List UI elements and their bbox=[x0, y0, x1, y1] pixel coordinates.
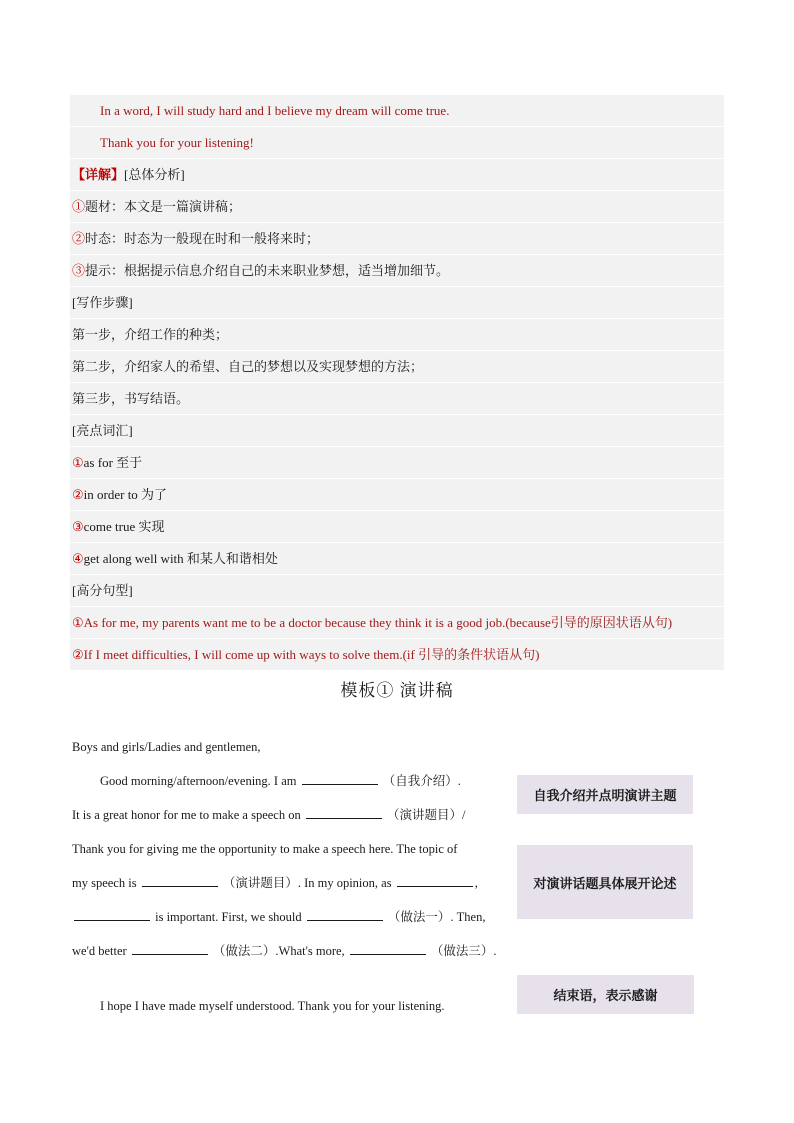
vocab-number: ① bbox=[72, 455, 84, 470]
analysis-item bbox=[70, 223, 724, 255]
note-intro-box bbox=[517, 775, 693, 814]
analysis-item bbox=[70, 191, 724, 223]
sentence-text: As for me, my parents want me to be a doctor because they think it is a good job.(because引导的原因状语从句) bbox=[83, 615, 673, 630]
template-closing: I hope I have made myself understood. Thank you for your listening. bbox=[100, 999, 445, 1013]
sentence-item bbox=[70, 639, 724, 671]
vocab-number: ④ bbox=[72, 551, 84, 566]
vocab-item bbox=[70, 511, 724, 543]
template-text: my speech is bbox=[72, 876, 137, 890]
step-line: 第一步，介绍工作的种类； bbox=[70, 319, 724, 351]
template-text: is important. First, we should bbox=[155, 910, 302, 924]
step-line: 第二步，介绍家人的希望、自己的梦想以及实现梦想的方法； bbox=[70, 351, 724, 383]
note-text: 对演讲话题具体展开论述 bbox=[533, 876, 677, 892]
item-number: ① bbox=[72, 199, 86, 214]
vocab-heading: [亮点词汇] bbox=[70, 415, 724, 447]
template-text: （做法二）.What's more, bbox=[212, 944, 345, 958]
vocab-text: come true 实现 bbox=[83, 519, 165, 534]
item-text: 时态：时态为一般现在时和一般将来时； bbox=[85, 231, 320, 246]
detail-tag: 【详解】 bbox=[72, 167, 125, 182]
vocab-text: as for 至于 bbox=[83, 455, 143, 470]
template-line-1 bbox=[100, 771, 461, 791]
sentence-text: If I meet difficulties, I will come up with ways to solve them.(if 引导的条件状语从句) bbox=[83, 647, 540, 662]
template-text: （做法三）. bbox=[430, 944, 497, 958]
template-line-6 bbox=[72, 941, 497, 961]
note-body-box bbox=[517, 845, 693, 919]
template-line-3: Thank you for giving me the opportunity to make a speech here. The topic of bbox=[72, 842, 458, 856]
vocab-item bbox=[70, 447, 724, 479]
fill-blank bbox=[397, 874, 473, 887]
fill-blank bbox=[302, 772, 378, 785]
note-closing-box bbox=[517, 975, 694, 1014]
vocab-item bbox=[70, 543, 724, 575]
fill-blank bbox=[74, 908, 150, 921]
template-text: It is a great honor for me to make a speech on bbox=[72, 808, 301, 822]
template-text: （自我介绍）. bbox=[382, 774, 461, 788]
template-text: , bbox=[474, 876, 478, 890]
item-text: 题材：本文是一篇演讲稿； bbox=[85, 199, 242, 214]
vocab-item bbox=[70, 479, 724, 511]
template-text: we'd better bbox=[72, 944, 127, 958]
sentence-heading: [高分句型] bbox=[70, 575, 724, 607]
step-line: 第三步，书写结语。 bbox=[70, 383, 724, 415]
template-line-2 bbox=[72, 805, 465, 825]
overall-analysis-label: [总体分析] bbox=[124, 167, 185, 182]
closing-line-1: In a word, I will study hard and I believe my dream will come true. bbox=[70, 95, 724, 127]
steps-heading: [写作步骤] bbox=[70, 287, 724, 319]
item-text: 提示：根据提示信息介绍自己的未来职业梦想，适当增加细节。 bbox=[85, 263, 450, 278]
fill-blank bbox=[307, 908, 383, 921]
item-number: ③ bbox=[72, 263, 86, 278]
template-line-5 bbox=[72, 907, 485, 927]
fill-blank bbox=[142, 874, 218, 887]
detail-heading bbox=[70, 159, 724, 191]
closing-line-2: Thank you for your listening! bbox=[70, 127, 724, 159]
vocab-number: ② bbox=[72, 487, 84, 502]
fill-blank bbox=[306, 806, 382, 819]
template-greeting: Boys and girls/Ladies and gentlemen, bbox=[72, 740, 261, 754]
item-number: ② bbox=[72, 231, 86, 246]
sentence-item bbox=[70, 607, 724, 639]
analysis-item bbox=[70, 255, 724, 287]
fill-blank bbox=[132, 942, 208, 955]
analysis-block bbox=[70, 95, 724, 671]
vocab-text: in order to 为了 bbox=[83, 487, 168, 502]
template-title: 模板① 演讲稿 bbox=[340, 681, 454, 700]
note-text: 自我介绍并点明演讲主题 bbox=[533, 789, 677, 804]
template-line-4 bbox=[72, 873, 478, 893]
vocab-text: get along well with 和某人和谐相处 bbox=[83, 551, 278, 566]
vocab-number: ③ bbox=[72, 519, 84, 534]
sentence-number: ① bbox=[72, 615, 84, 630]
template-text: （演讲题目）/ bbox=[387, 808, 466, 822]
template-text: （演讲题目）. In my opinion, as bbox=[222, 876, 392, 890]
template-text: （做法一）. Then, bbox=[387, 910, 486, 924]
sentence-number: ② bbox=[72, 647, 84, 662]
template-text: Good morning/afternoon/evening. I am bbox=[100, 774, 297, 788]
fill-blank bbox=[350, 942, 426, 955]
note-text: 结束语，表示感谢 bbox=[553, 989, 658, 1004]
